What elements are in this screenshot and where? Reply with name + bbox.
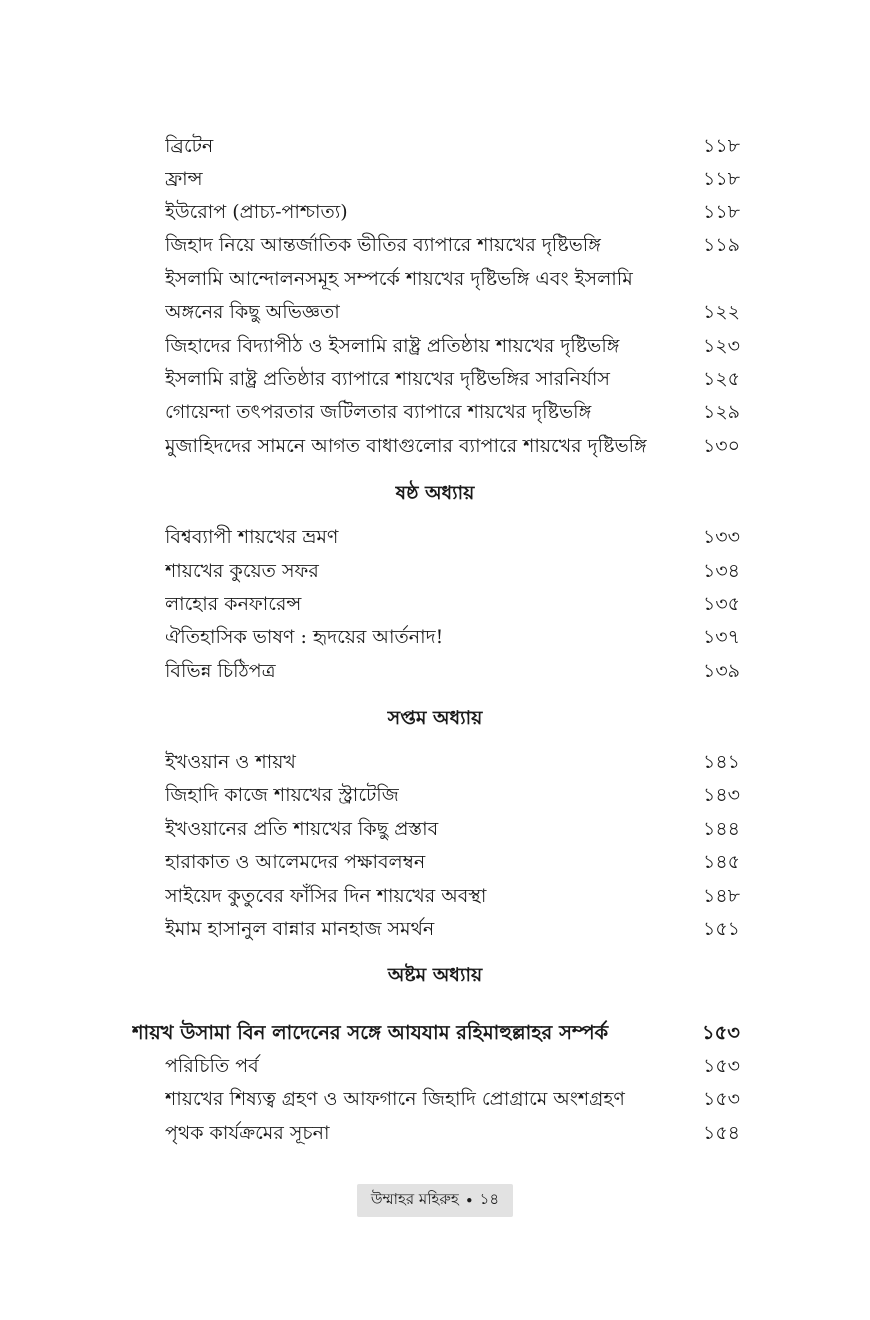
toc-entry-page: ১২৯ (702, 401, 740, 423)
toc-entry (165, 846, 740, 879)
toc-entry-page: ১২২ (702, 301, 740, 323)
toc-entry-page: ১৫৩ (702, 1055, 740, 1077)
chapter-heading: সপ্তম অধ্যায় (387, 707, 483, 729)
toc-entry-title: ইউরোপ (প্রাচ্য-পাশ্চাত্য) (165, 201, 348, 223)
toc-entry-page: ১১৯ (703, 234, 740, 256)
toc-entry-title: ফ্রান্স (165, 168, 203, 190)
toc-entry (165, 588, 740, 621)
toc-entry (165, 880, 740, 913)
toc-entry (165, 330, 740, 363)
toc-entry-title: ইখওয়ানের প্রতি শায়খের কিছু প্রস্তাব (165, 818, 439, 840)
toc-entry-page: ১৫৪ (703, 1122, 740, 1144)
toc-entry-title: শায়খের কুয়েত সফর (165, 560, 319, 582)
toc-entry-title: শায়খের শিষ্যত্ব গ্রহণ ও আফগানে জিহাদি প্রোগ্রামে অংশগ্রহণ (165, 1088, 625, 1110)
toc-entry-page: ১৪৫ (703, 851, 740, 873)
page-footer (357, 1184, 513, 1217)
toc-entry (165, 1117, 740, 1150)
toc-entry (165, 521, 740, 554)
toc-entry (165, 430, 740, 463)
toc-entry-title: পরিচিতি পর্ব (165, 1055, 259, 1077)
toc-entry-page: ১১৮ (703, 168, 740, 190)
toc-entry-page: ১৫১ (703, 918, 740, 940)
toc-entry-title: ঐতিহাসিক ভাষণ : হৃদয়ের আর্তনাদ! (165, 626, 444, 648)
toc-entry-page: ১১৮ (703, 201, 740, 223)
toc-entry-page: ১৫৩ (702, 1021, 740, 1044)
toc-entry-title: বিভিন্ন চিঠিপত্র (165, 660, 276, 682)
toc-entry-page: ১৫৩ (702, 1088, 740, 1110)
toc-entry-title: ইমাম হাসানুল বান্নার মানহাজ সমর্থন (165, 918, 435, 940)
toc-entry-title: অঙ্গনের কিছু অভিজ্ঞতা (165, 301, 340, 323)
toc-entry (165, 130, 740, 163)
footer-page-number: ১৪ (479, 1190, 500, 1208)
toc-entry-page: ১৪৩ (702, 784, 740, 806)
toc-entry-title: জিহাদের বিদ্যাপীঠ ও ইসলামি রাষ্ট্র প্রতিষ্ঠায় শায়খের দৃষ্টিভঙ্গি (165, 335, 620, 357)
toc-entry-title: ইখওয়ান ও শায়খ (165, 751, 296, 773)
toc-entry-page: ১৪১ (703, 751, 740, 773)
toc-entry-page: ১৩৯ (702, 660, 740, 682)
toc-entry (165, 655, 740, 688)
toc-entry-title: গোয়েন্দা তৎপরতার জটিলতার ব্যাপারে শায়খের দৃষ্টিভঙ্গি (165, 401, 592, 423)
toc-entry (165, 746, 740, 779)
footer-separator: • (464, 1191, 474, 1210)
toc-entry-page: ১১৮ (703, 135, 740, 157)
toc-entry-title: ইসলামি আন্দোলনসমূহ সম্পর্কে শায়খের দৃষ্টিভঙ্গি এবং ইসলামি (165, 268, 633, 290)
toc-entry (165, 1083, 740, 1116)
toc-entry-main (132, 1016, 740, 1049)
toc-entry (165, 263, 740, 296)
toc-entry (165, 296, 740, 329)
toc-entry (165, 229, 740, 262)
toc-entry-page: ১৩৭ (702, 626, 740, 648)
toc-entry (165, 196, 740, 229)
toc-entry-title: ব্রিটেন (165, 135, 214, 157)
toc-entry (165, 913, 740, 946)
toc-entry-title: সাইয়েদ কুতুবের ফাঁসির দিন শায়খের অবস্থা (165, 885, 487, 907)
toc-entry (165, 1050, 740, 1083)
toc-entry-page: ১৩৪ (702, 560, 740, 582)
toc-entry-title: হারাকাত ও আলেমদের পক্ষাবলম্বন (165, 851, 426, 873)
toc-entry-page: ১৪৮ (703, 885, 740, 907)
toc-entry-title: বিশ্বব্যাপী শায়খের ভ্রমণ (165, 526, 339, 548)
toc-entry (165, 621, 740, 654)
toc-entry-title: পৃথক কার্যক্রমের সূচনা (165, 1122, 330, 1144)
toc-entry (165, 813, 740, 846)
toc-entry-title: লাহোর কনফারেন্স (165, 593, 302, 615)
toc-entry (165, 163, 740, 196)
toc-entry-title: ইসলামি রাষ্ট্র প্রতিষ্ঠার ব্যাপারে শায়খের দৃষ্টিভঙ্গির সারনির্যাস (165, 368, 610, 390)
toc-entry-page: ১৩৫ (702, 593, 740, 615)
toc-entry (165, 555, 740, 588)
chapter-heading: ষষ্ঠ অধ্যায় (395, 482, 475, 504)
toc-entry (165, 396, 740, 429)
toc-entry-title: শায়খ উসামা বিন লাদেনের সঙ্গে আযযাম রহিমাহুল্লাহর সম্পর্ক (132, 1021, 609, 1044)
toc-entry-title: মুজাহিদদের সামনে আগত বাধাগুলোর ব্যাপারে শায়খের দৃষ্টিভঙ্গি (165, 435, 647, 457)
toc-entry (165, 363, 740, 396)
footer-book-title: উম্মাহর মহিরুহ (370, 1190, 459, 1208)
toc-entry-title: জিহাদ নিয়ে আন্তর্জাতিক ভীতির ব্যাপারে শায়খের দৃষ্টিভঙ্গি (165, 234, 601, 256)
chapter-heading: অষ্টম অধ্যায় (387, 964, 483, 986)
toc-entry-title: জিহাদি কাজে শায়খের স্ট্রাটেজি (165, 784, 399, 806)
toc-entry-page: ১২৫ (702, 368, 740, 390)
toc-entry-page: ১৪৪ (703, 818, 740, 840)
toc-entry-page: ১৩৩ (702, 526, 740, 548)
toc-entry-page: ১৩০ (702, 435, 740, 457)
toc-entry-page: ১২৩ (702, 335, 740, 357)
toc-entry (165, 779, 740, 812)
